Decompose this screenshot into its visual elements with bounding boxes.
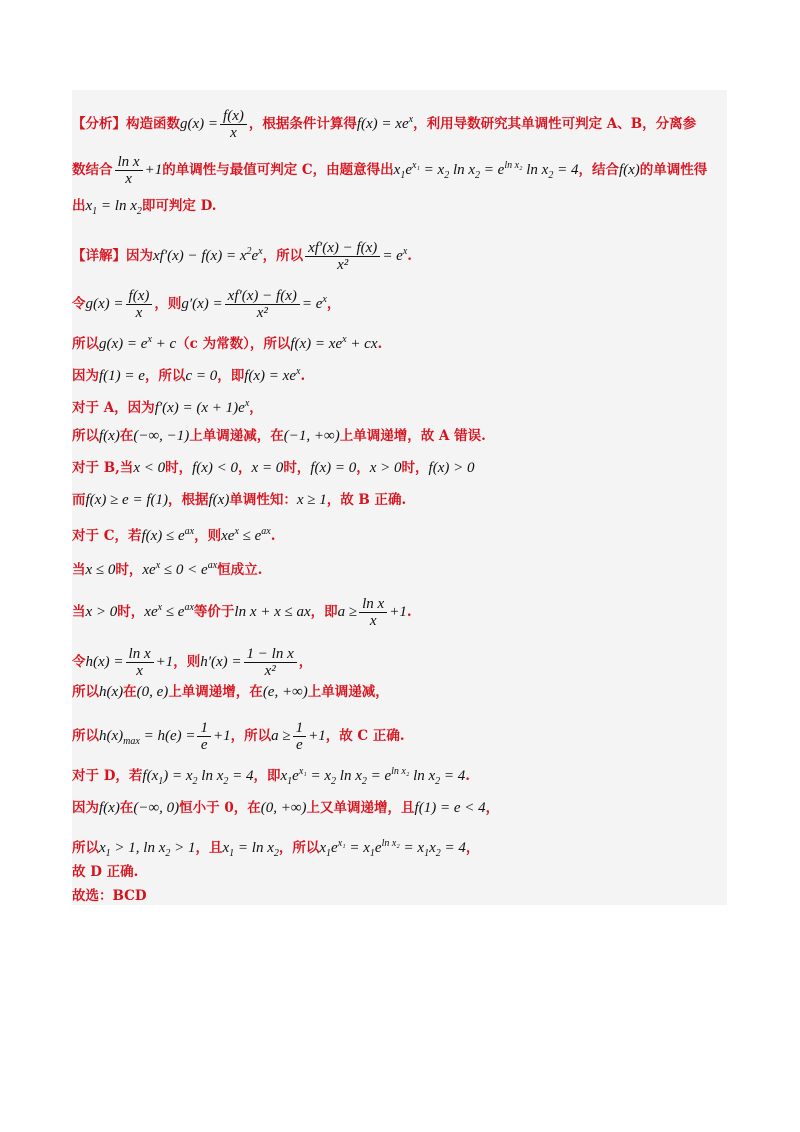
detail-text: 而	[72, 492, 86, 508]
detail-line-3	[72, 330, 382, 354]
analysis-line-3	[72, 196, 217, 222]
detail-text: ，即	[310, 604, 338, 620]
analysis-text: 出	[72, 198, 86, 214]
detail-line-7	[72, 458, 474, 478]
fraction: $\frac{\text{ln x}}{x}$	[126, 646, 154, 679]
detail-text: ，	[238, 460, 252, 476]
detail-text: ，则	[173, 654, 201, 670]
final-answer	[72, 886, 147, 906]
detail-text: ，即	[217, 368, 245, 384]
detail-text: ，所以	[262, 248, 304, 264]
formula: h′(x) =	[200, 654, 242, 670]
formula: f(x) ≥ e = f(1)	[85, 492, 168, 508]
detail-line-14	[72, 720, 405, 753]
formula: $f(x) = xe^x$ + cx	[290, 334, 378, 352]
detail-text: 对于 A，因为	[72, 400, 155, 416]
formula: $x_1 = \ln x_2$	[85, 198, 142, 217]
detail-text: ，则	[154, 296, 182, 312]
formula: a ≥	[337, 604, 358, 620]
detail-line-2	[72, 288, 340, 321]
analysis-text: 的单调性与最值可判定 C，由题意得出	[162, 162, 394, 178]
formula: +1	[308, 728, 326, 744]
detail-text: 对于 C，若	[72, 528, 142, 544]
detail-text: ，所以	[230, 728, 272, 744]
formula: f(x) = 0	[310, 460, 357, 476]
detail-text: 所以	[72, 336, 99, 352]
detail-text: .	[300, 368, 306, 384]
detail-text: 因为	[72, 800, 99, 816]
detail-line-6	[72, 426, 486, 446]
detail-text: ，则	[194, 528, 222, 544]
formula: g(x) =	[85, 296, 124, 312]
detail-line-12	[72, 646, 312, 679]
analysis-text: ，结合	[578, 162, 619, 178]
analysis-text: 【分析】构造函数	[72, 116, 180, 132]
detail-line-1	[72, 240, 412, 273]
formula: x > 0	[369, 460, 402, 476]
formula: f(x)	[208, 492, 230, 508]
detail-line-11	[72, 596, 412, 629]
formula: (0, e)	[136, 684, 169, 700]
detail-text: ，	[298, 654, 313, 670]
formula: $f(x) = xe^x$	[244, 366, 301, 384]
detail-text: 对于 D，若	[72, 768, 143, 784]
detail-line-16	[72, 798, 499, 818]
formula: $xe^x \le 0 < e^{ax}$	[142, 560, 218, 578]
fraction: $\frac{1}{e}$	[197, 720, 211, 753]
detail-text: 故 D 正确.	[72, 864, 139, 880]
detail-text: .	[407, 248, 412, 264]
formula: a ≥	[271, 728, 291, 744]
formula: $g(x) = e^x + c$	[99, 334, 177, 352]
formula: $f(x_1) = x_2$ $\ln x_2 = 4$	[142, 768, 254, 787]
detail-text: 在	[119, 428, 134, 444]
detail-text: ，所以	[144, 368, 186, 384]
fraction: $\frac{1}{e}$	[293, 720, 307, 753]
detail-text: 恒小于 0，在	[179, 800, 261, 816]
detail-text: 时，	[117, 604, 145, 620]
formula: f(1) = e	[99, 368, 145, 384]
formula: f(x)	[618, 162, 640, 178]
formula: x = 0	[251, 460, 284, 476]
detail-text: 因为	[72, 368, 99, 384]
detail-text: 所以	[72, 684, 99, 700]
fraction: $\frac{f(x)}{x}$	[126, 288, 153, 321]
detail-text: 所以	[72, 428, 99, 444]
detail-text: 单调性知：	[229, 492, 297, 508]
formula: $f'(x) = (x + 1)e^x$	[154, 398, 250, 416]
detail-text: 故选：BCD	[72, 888, 147, 904]
formula: (e, +∞)	[262, 684, 308, 700]
detail-text: 时，	[283, 460, 311, 476]
formula: = $e^x$	[301, 294, 327, 312]
detail-text: ，根据	[168, 492, 209, 508]
analysis-text: 即可判定 D.	[141, 198, 217, 214]
detail-text: ，且	[195, 840, 223, 856]
formula: f(x) < 0	[192, 460, 239, 476]
formula: (−∞, 0)	[133, 800, 180, 816]
formula: $xe^x \le e^{ax}$	[144, 602, 194, 620]
formula: g′(x) =	[181, 296, 223, 312]
formula: c = 0	[185, 368, 218, 384]
detail-text: ，	[249, 400, 263, 416]
detail-text: 时，	[165, 460, 193, 476]
analysis-text: ，利用导数研究其单调性可判定 A、B，分离参	[413, 116, 697, 132]
formula: $x_1 > 1$, $\ln x_2 > 1$	[99, 840, 196, 859]
detail-line-15	[72, 762, 470, 792]
fraction: $\frac{\text{1 − ln x}}{\text{x²}}$	[244, 646, 297, 679]
detail-text: 令	[72, 654, 86, 670]
formula: f(x)	[99, 428, 120, 444]
formula: +1	[144, 162, 163, 178]
formula: +1	[389, 604, 407, 620]
analysis-text: 数结合	[72, 162, 113, 178]
detail-text: ，	[326, 296, 341, 312]
formula: x ≥ 1	[296, 492, 327, 508]
analysis-text: ，根据条件计算得	[248, 116, 357, 132]
detail-text: 时，	[115, 562, 143, 578]
formula: $h(x)_{max} = h(e)$ =	[99, 728, 196, 747]
detail-text: 【详解】因为	[72, 248, 153, 264]
detail-line-10	[72, 556, 262, 580]
detail-text: 对于 B,当	[72, 460, 134, 476]
detail-text: ，	[465, 840, 480, 856]
detail-text: ，所以	[278, 840, 320, 856]
formula: $x_1e^{x_1} = x_1e^{ln x_2} = x_1x_2 = 4$	[319, 838, 466, 859]
formula: +1	[155, 654, 174, 670]
fraction: $\frac{\text{ln x}}{x}$	[359, 596, 387, 629]
formula: g(x) =	[180, 116, 219, 132]
detail-text: 在	[119, 800, 134, 816]
formula: (−∞, −1)	[133, 428, 190, 444]
detail-text: ，即	[253, 768, 281, 784]
detail-line-17	[72, 834, 479, 864]
formula: $f(x) \le e^{ax}$	[141, 526, 195, 544]
detail-line-4	[72, 362, 305, 386]
detail-text: 当	[72, 562, 86, 578]
formula: ln x + x ≤ ax	[234, 604, 311, 620]
detail-text: ，故 C 正确.	[325, 728, 405, 744]
formula: = $e^x$	[382, 246, 408, 264]
fraction: $\frac{xf'(x) - f(x)}{\text{x²}}$	[225, 288, 300, 321]
fraction: $\frac{xf'(x) - f(x)}{\text{x²}}$	[305, 240, 380, 273]
formula: +1	[212, 728, 231, 744]
detail-line-18	[72, 862, 138, 882]
analysis-text: 的单调性得	[639, 162, 708, 178]
detail-text: 上又单调递增，且	[306, 800, 415, 816]
detail-line-9	[72, 522, 275, 546]
fraction: $\frac{f(x)}{x}$	[220, 108, 247, 141]
formula: f(1) = e < 4	[414, 800, 486, 816]
analysis-line-2	[72, 154, 707, 187]
formula: $x_1e^{x_1} = x_2$ $\ln x_2 = e^{ln x_2}$ $\ln x_2 = 4$	[280, 766, 466, 787]
fraction: $\frac{\text{ln x}}{x}$	[115, 154, 143, 187]
detail-text: 恒成立.	[217, 562, 263, 578]
detail-text: 上单调递减，在	[189, 428, 284, 444]
detail-text: 当	[72, 604, 86, 620]
detail-text: .	[270, 528, 276, 544]
detail-line-5	[72, 394, 263, 418]
formula: $xf'(x) - f(x) = x^2e^x$	[153, 246, 263, 264]
detail-text: 在	[123, 684, 137, 700]
detail-line-8	[72, 490, 406, 510]
formula: h(x) =	[85, 654, 124, 670]
detail-text: （c 为常数），所以	[176, 336, 291, 352]
formula: f(x) > 0	[428, 460, 475, 476]
formula: (−1, +∞)	[283, 428, 340, 444]
detail-text: .	[377, 336, 383, 352]
detail-text: 时，	[401, 460, 429, 476]
formula: $x_1 = \ln x_2$	[222, 840, 279, 859]
formula: $f(x) = xe^x$	[356, 114, 414, 132]
formula: h(x)	[99, 684, 124, 700]
detail-text: 上单调递增，在	[168, 684, 263, 700]
detail-text: 所以	[72, 840, 99, 856]
detail-text: 上单调递增，故 A 错误.	[339, 428, 486, 444]
formula: $xe^x \le e^{ax}$	[221, 526, 271, 544]
detail-line-13	[72, 682, 389, 702]
formula: x < 0	[133, 460, 166, 476]
detail-text: ，	[485, 800, 500, 816]
detail-text: .	[406, 604, 412, 620]
detail-text: ，故 B 正确.	[326, 492, 407, 508]
formula: x > 0	[85, 604, 118, 620]
formula: x ≤ 0	[85, 562, 116, 578]
formula: f(x)	[99, 800, 120, 816]
formula: $x_1e^{x_1} = x_2$ $\ln x_2 = e^{ln x_2}$ $\ln x_2 = 4$	[393, 160, 579, 181]
detail-text: 所以	[72, 728, 99, 744]
detail-text: 上单调递减，	[307, 684, 389, 700]
detail-text: 令	[72, 296, 86, 312]
analysis-line-1	[72, 108, 696, 141]
detail-text: ，	[356, 460, 370, 476]
formula: (0, +∞)	[260, 800, 307, 816]
detail-text: 等价于	[193, 604, 235, 620]
detail-text: .	[465, 768, 470, 784]
